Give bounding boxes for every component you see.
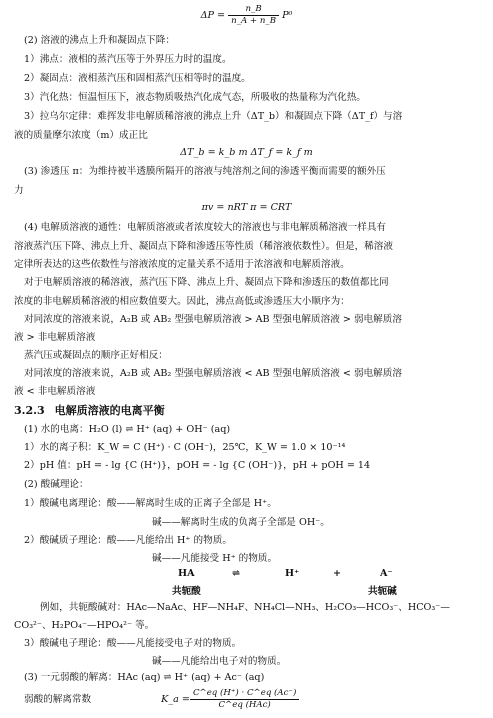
- text-line: 碱——凡能给出电子对的物质。: [152, 656, 287, 667]
- text-line: 3）拉乌尔定律：难挥发非电解质稀溶液的沸点上升（ΔT_b）和凝固点下降（ΔT_f）与溶: [24, 111, 403, 122]
- text-line: CO₃²⁻、H₂PO₄⁻—HPO₄²⁻ 等。: [14, 620, 155, 631]
- ka-lhs: K_a =: [161, 694, 190, 705]
- text-line: 定律所表达的这些依数性与溶液浓度的定量关系不适用于浓溶液和电解质溶液。: [14, 259, 350, 270]
- plus-sign: +: [333, 568, 342, 579]
- equilibrium-arrow: ⇌: [232, 568, 241, 579]
- text-line: (4) 电解质溶液的通性：电解质溶液或者浓度较大的溶液也与非电解质稀溶液一样具有: [24, 222, 387, 233]
- ka-formula-line: [24, 688, 479, 711]
- text-line: 溶液蒸汽压下降、沸点上升、凝固点下降和渗透压等性质（稀溶液依数性）。但是，稀溶液: [14, 241, 393, 252]
- formula-boiling-freezing: ΔT_b = k_b m ΔT_f = k_f m: [180, 147, 313, 158]
- fraction-denominator: n_A + n_B: [231, 16, 277, 26]
- label-conjugate-base: 共轭碱: [368, 586, 397, 597]
- text-line: 2）pH 值：pH = - lg {C (H⁺)}，pOH = - lg {C (OH⁻)}，pH + pOH = 14: [24, 460, 371, 471]
- text-line: 对于电解质溶液的稀溶液，蒸汽压下降、沸点上升、凝固点下降和渗透压的数值都比同: [24, 277, 389, 288]
- formula-tail: P⁰: [282, 10, 293, 21]
- section-number: 3.2.3: [14, 404, 45, 417]
- species-a-minus: A⁻: [380, 568, 393, 579]
- text-line: (2) 酸碱理论：: [24, 479, 89, 490]
- text-line: 3）酸碱电子理论：酸——凡能接受电子对的物质。: [24, 638, 242, 649]
- text-line: 浓度的非电解质稀溶液的相应数值要大。因此，沸点高低或渗透压大小顺序为：: [14, 296, 350, 307]
- formula-delta-p: [0, 4, 493, 27]
- species-h-plus: H⁺: [285, 568, 300, 579]
- text-line: 液 > 非电解质溶液: [14, 332, 96, 343]
- text-line: (3) 渗透压 π：为维持被半透膜所隔开的溶液与纯溶剂之间的渗透平衡而需要的额外压: [24, 166, 386, 177]
- section-title: 电解质溶液的电离平衡: [54, 404, 165, 417]
- species-ha: HA: [178, 568, 195, 579]
- section-heading: [14, 404, 479, 417]
- text-line: 2）酸碱质子理论：酸——凡能给出 H⁺ 的物质。: [24, 535, 232, 546]
- formula-lhs: ΔP =: [200, 10, 226, 21]
- text-line: 例如，共轭酸碱对：HAc—NaAc、HF—NH₄F、NH₄Cl—NH₃、H₂CO₃—HCO₃⁻、HCO₃⁻—: [40, 602, 450, 613]
- text-line: 碱——凡能接受 H⁺ 的物质。: [152, 553, 278, 564]
- text-line: 对同浓度的溶液来说，A₂B 或 AB₂ 型强电解质溶液 > AB 型强电解质溶液 > 弱电解质溶: [24, 314, 402, 325]
- text-line: 3）汽化热：恒温恒压下，液态物质吸热汽化成气态，所吸收的热量称为汽化热。: [24, 92, 366, 103]
- ka-label: 弱酸的解离常数: [24, 694, 92, 705]
- formula-fraction: [228, 4, 279, 27]
- text-line: 液 < 非电解质溶液: [14, 386, 96, 397]
- text-line: 液的质量摩尔浓度（m）成正比: [14, 130, 148, 141]
- formula-osmotic-pressure: πv = nRT π = CRT: [201, 202, 292, 213]
- text-line: (1) 水的电离：H₂O (l) ⇌ H⁺ (aq) + OH⁻ (aq): [24, 424, 231, 435]
- text-line: 力: [14, 185, 24, 196]
- text-line: 1）水的离子积：K_W = C (H⁺) · C (OH⁻)，25℃，K_W = 1.0 × 10⁻¹⁴: [24, 442, 346, 453]
- ka-denominator: C^eq (HAc): [218, 700, 271, 710]
- text-line: 对同浓度的溶液来说，A₂B 或 AB₂ 型强电解质溶液 < AB 型强电解质溶液 < 弱电解质溶: [24, 368, 402, 379]
- text-line: 1）沸点：液相的蒸汽压等于外界压力时的温度。: [24, 54, 232, 65]
- text-line: 1）酸碱电离理论：酸——解离时生成的正离子全部是 H⁺。: [24, 498, 277, 509]
- fraction-numerator: n_B: [228, 4, 279, 16]
- text-line: 2）凝固点：液相蒸汽压和固相蒸汽压相等时的温度。: [24, 73, 251, 84]
- label-conjugate-acid: 共轭酸: [172, 586, 201, 597]
- text-line: 蒸汽压或凝固点的顺序正好相反：: [24, 350, 168, 361]
- ka-fraction: [190, 688, 299, 711]
- text-line: (2) 溶液的沸点上升和凝固点下降：: [24, 35, 175, 46]
- ka-numerator: C^eq (H⁺) · C^eq (Ac⁻): [190, 688, 299, 700]
- text-line: (3) 一元弱酸的解离：HAc (aq) ⇌ H⁺ (aq) + Ac⁻ (aq): [24, 672, 265, 683]
- text-line: 碱——解离时生成的负离子全部是 OH⁻。: [152, 517, 330, 528]
